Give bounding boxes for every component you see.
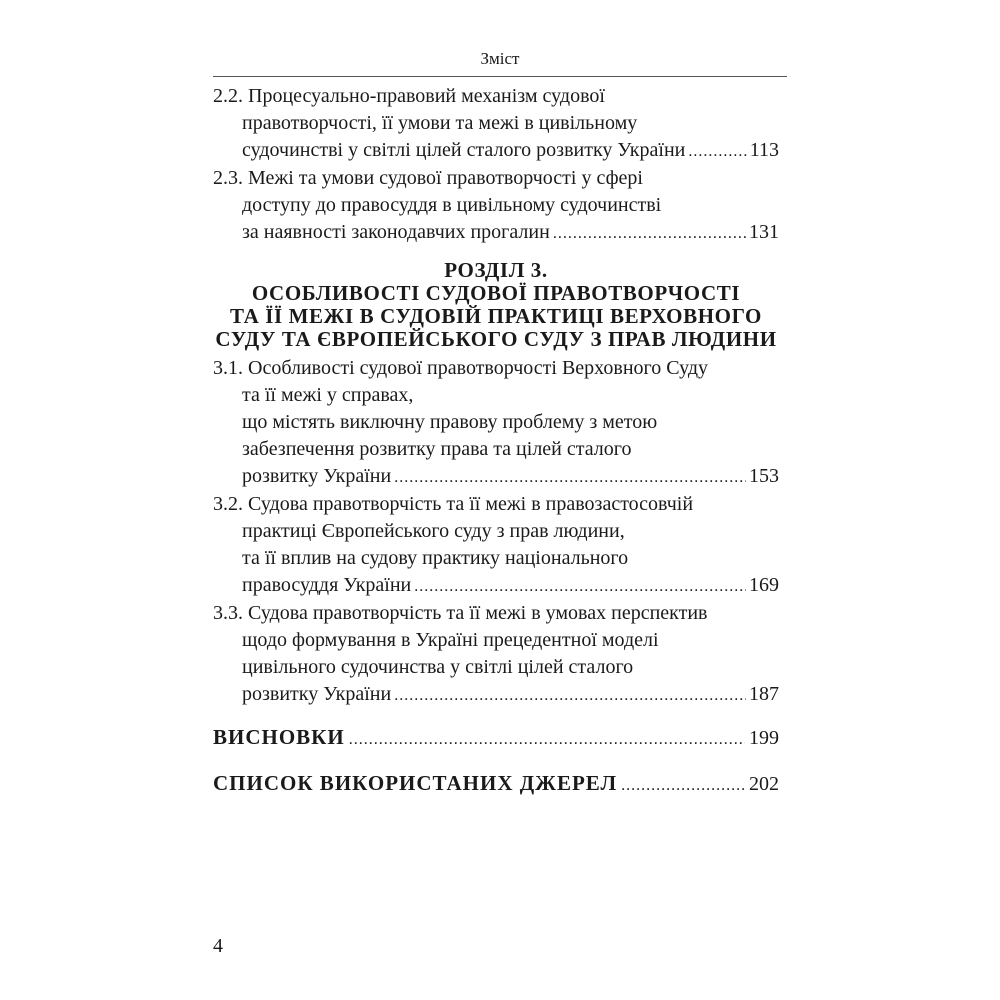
page-folio: 4: [213, 935, 223, 957]
section-heading-line: РОЗДІЛ 3.: [444, 258, 548, 282]
toc-entry-2-3[interactable]: [213, 165, 779, 247]
toc-line: та її вплив на судову практику національного: [242, 547, 629, 569]
page-number: 202: [749, 773, 779, 795]
toc-line: розвитку України: [242, 465, 392, 487]
section-3-heading[interactable]: [213, 259, 779, 351]
toc-line: розвитку України: [242, 683, 392, 705]
dot-leader: [394, 464, 746, 491]
toc-entry-conclusions[interactable]: [213, 723, 779, 754]
section-heading-line: ТА ЇЇ МЕЖІ В СУДОВІЙ ПРАКТИЦІ ВЕРХОВНОГО: [230, 304, 762, 328]
header-rule: [213, 76, 787, 77]
toc-line: 3.3. Судова правотворчість та її межі в умовах перспектив: [213, 602, 708, 624]
toc-line-with-page: [213, 463, 779, 491]
dot-leader: [394, 682, 746, 709]
toc-line: судочинстві у світлі цілей сталого розвитку України: [242, 139, 686, 161]
toc-line: правотворчості, її умови та межі в цивільному: [242, 112, 638, 134]
page-number: 187: [749, 683, 779, 705]
toc-line-with-page: [213, 572, 779, 600]
dot-leader: [349, 726, 745, 754]
dot-leader: [414, 573, 746, 600]
toc-line: 3.1. Особливості судової правотворчості Верховного Суду: [213, 357, 709, 379]
toc-line: щодо формування в Україні прецедентної моделі: [242, 629, 659, 651]
toc-line: забезпечення розвитку права та цілей сталого: [242, 438, 632, 460]
toc-line-with-page: [213, 681, 779, 709]
toc-line: правосуддя України: [242, 574, 412, 596]
toc-line: 2.3. Межі та умови судової правотворчості у сфері: [213, 167, 643, 189]
page-number: 199: [749, 727, 779, 749]
toc-entry-3-3[interactable]: [213, 600, 779, 709]
toc-entry-3-2[interactable]: [213, 491, 779, 600]
conclusions-label: ВИСНОВКИ: [213, 725, 345, 749]
dot-leader: [688, 138, 746, 165]
table-of-contents: [213, 83, 779, 800]
references-label: СПИСОК ВИКОРИСТАНИХ ДЖЕРЕЛ: [213, 771, 618, 795]
running-head: Зміст: [480, 49, 520, 68]
toc-entry-references[interactable]: [213, 769, 779, 800]
toc-line: 2.2. Процесуально-правовий механізм судової: [213, 85, 605, 107]
toc-line: що містять виключну правову проблему з метою: [242, 411, 658, 433]
dot-leader: [621, 772, 745, 800]
toc-line: та її межі у справах,: [242, 384, 414, 406]
page-number: 113: [749, 139, 779, 161]
section-heading-line: ОСОБЛИВОСТІ СУДОВОЇ ПРАВОТВОРЧОСТІ: [251, 281, 741, 305]
toc-entry-3-1[interactable]: [213, 355, 779, 491]
toc-line: практиці Європейського суду з прав людини,: [242, 520, 625, 542]
page-number: 153: [749, 465, 779, 487]
toc-line-with-page: [213, 137, 779, 165]
toc-line: цивільного судочинства у світлі цілей сталого: [242, 656, 634, 678]
dot-leader: [553, 220, 746, 247]
section-heading-line: СУДУ ТА ЄВРОПЕЙСЬКОГО СУДУ З ПРАВ ЛЮДИНИ: [215, 327, 777, 351]
page-number: 131: [749, 221, 779, 243]
toc-line-with-page: [213, 219, 779, 247]
toc-entry-2-2[interactable]: [213, 83, 779, 165]
toc-line: доступу до правосуддя в цивільному судочинстві: [242, 194, 662, 216]
toc-line: 3.2. Судова правотворчість та її межі в правозастосовчій: [213, 493, 694, 515]
toc-line: за наявності законодавчих прогалин: [242, 221, 550, 243]
page-number: 169: [749, 574, 779, 596]
